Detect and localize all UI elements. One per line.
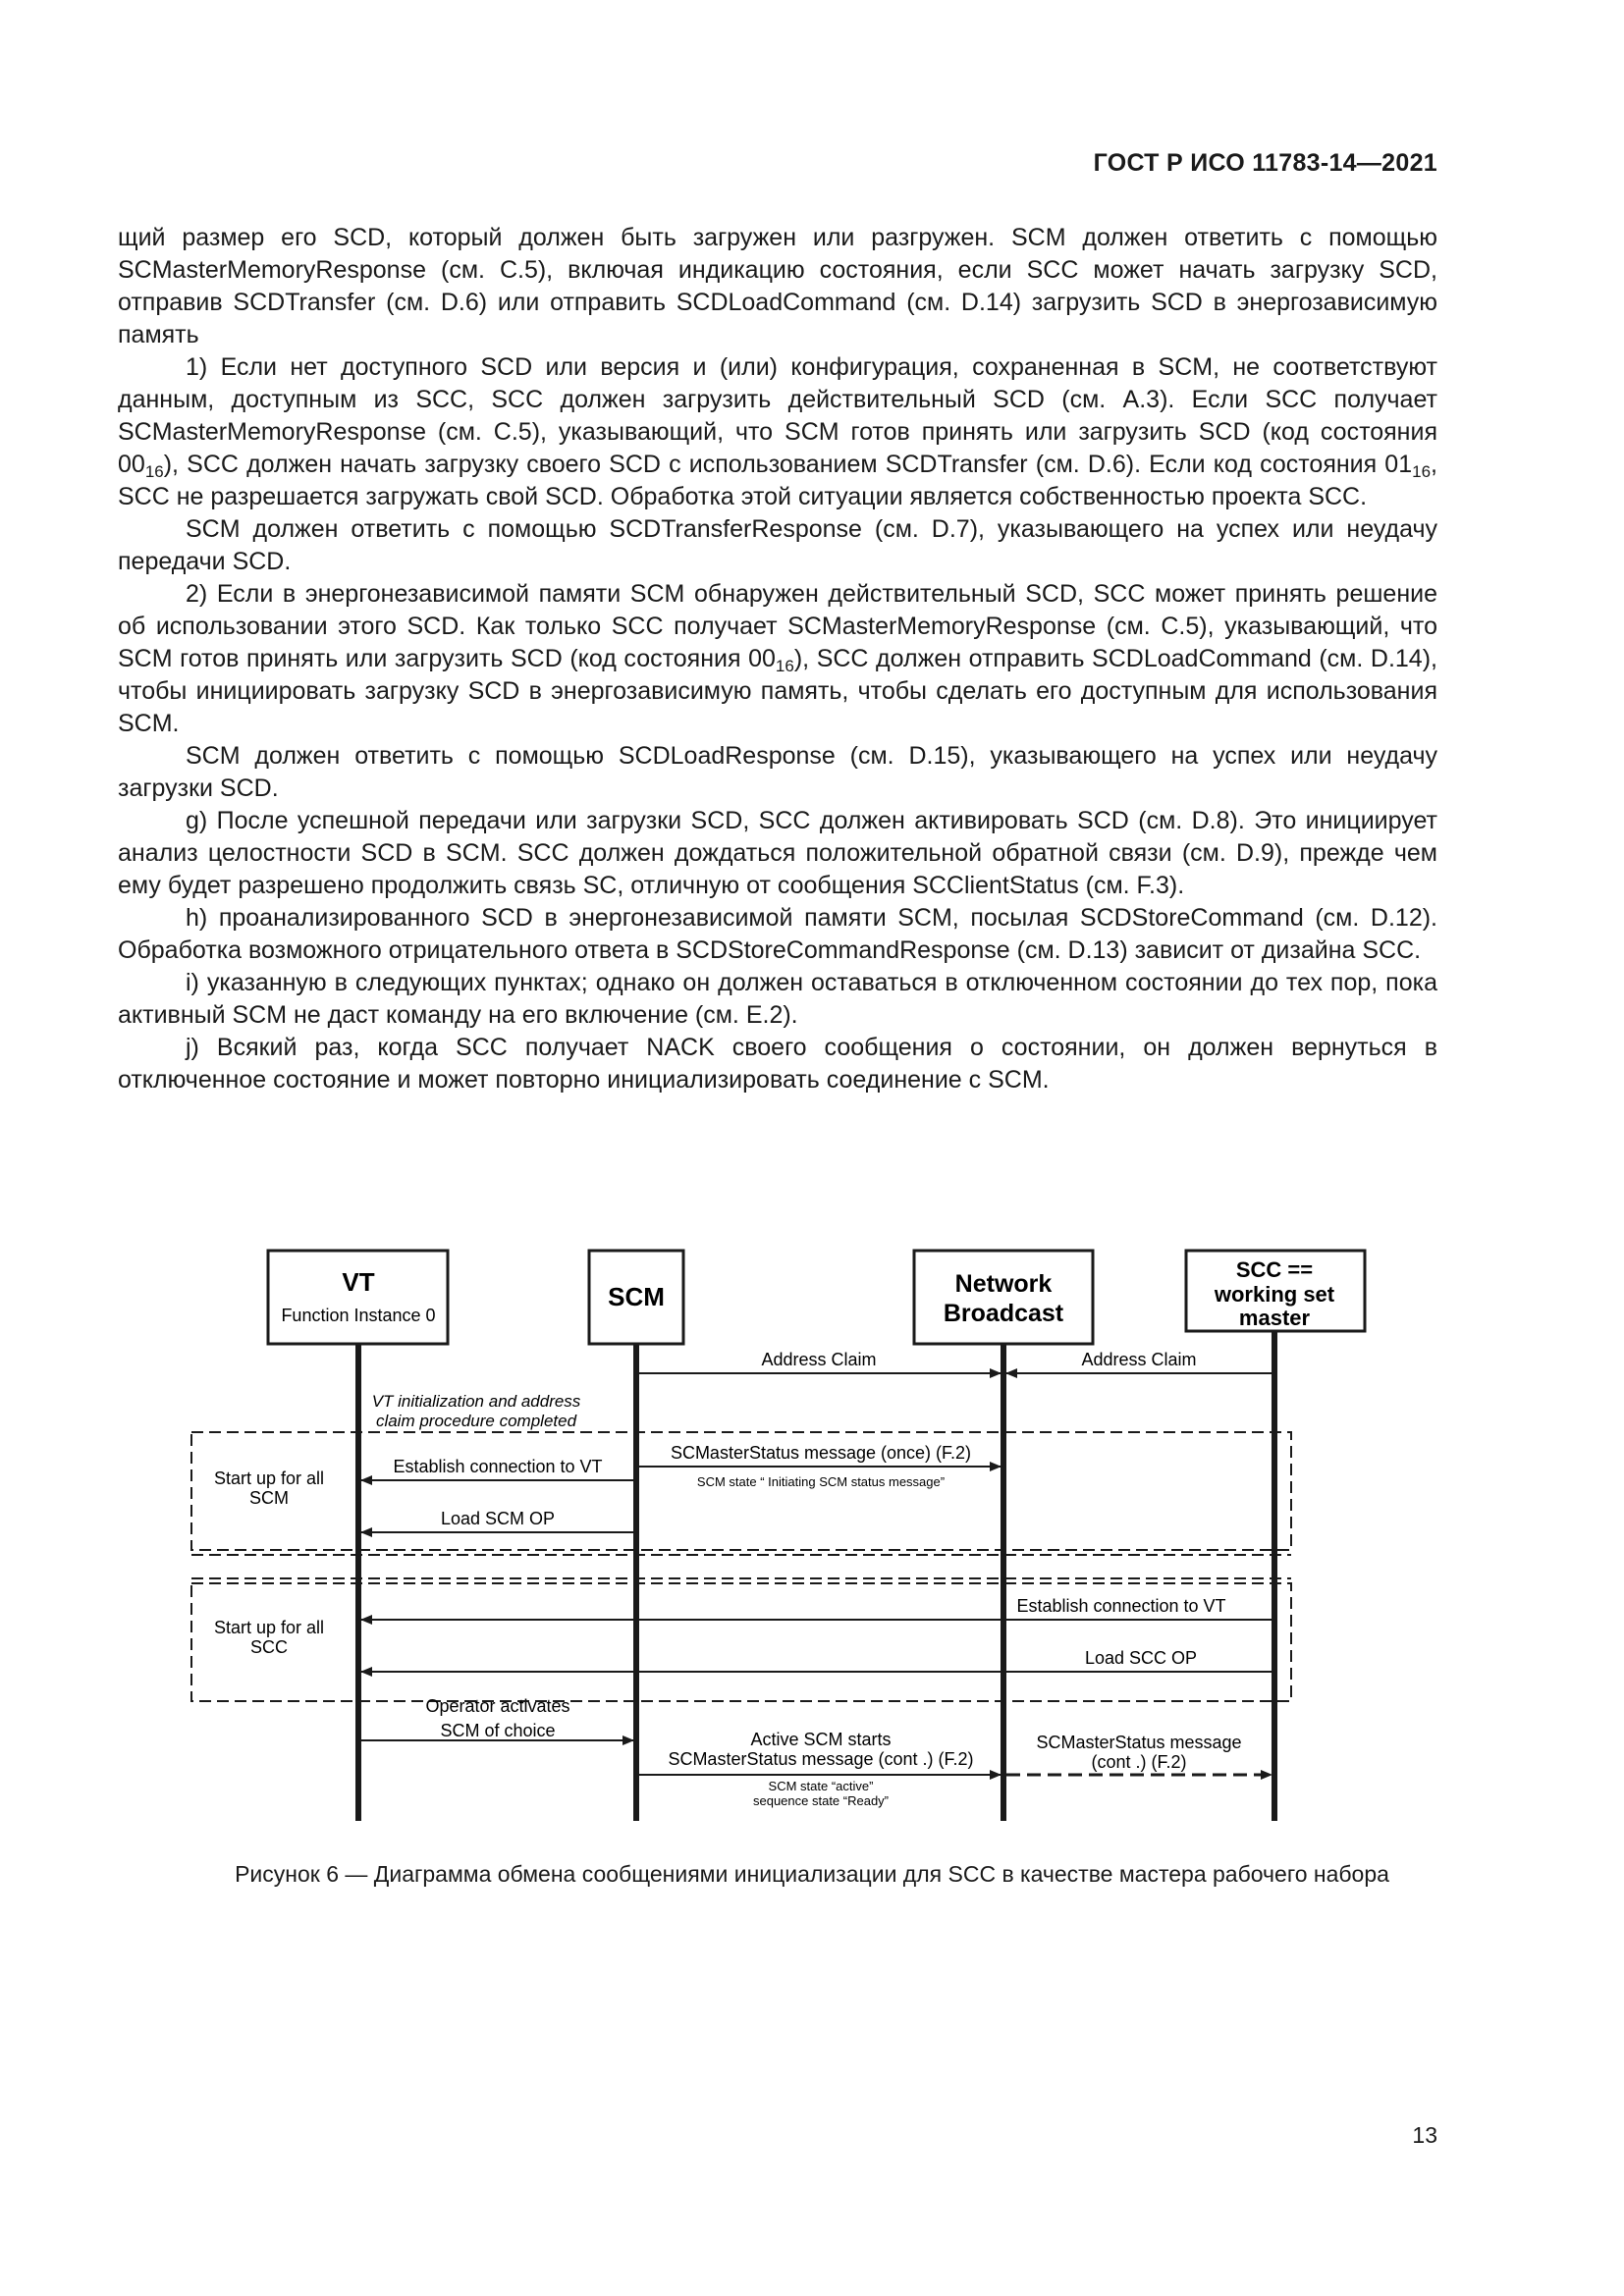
paragraph-item-j: j) Всякий раз, когда SCC получает NACK своего сообщения о состоянии, он должен вернуться в отключенное состояние и может повторно инициализировать соединение с SCM.: [118, 1034, 1437, 1094]
label-scm-status-once: SCMasterStatus message (once) (F.2): [670, 1443, 972, 1463]
page-number: 13: [1412, 2122, 1437, 2148]
participant-scm-label: SCM: [608, 1282, 665, 1311]
paragraph-transfer-response: SCM должен ответить с помощью SCDTransferResponse (см. D.7), указывающего на успех или неудачу передачи SCD.: [118, 515, 1437, 575]
frame-scm-label-line2: SCM: [249, 1488, 289, 1508]
label-active-line2: SCMasterStatus message (cont .) (F.2): [668, 1749, 974, 1769]
participant-scc-line1: SCC ==: [1235, 1257, 1314, 1282]
note-vt-init-line1: VT initialization and address: [371, 1392, 581, 1411]
figure-caption: Рисунок 6 — Диаграмма обмена сообщениями инициализации для SCC в качестве мастера рабочего набора: [235, 1861, 1389, 1887]
label-load-scc-op: Load SCC OP: [1084, 1648, 1198, 1668]
paragraph-item-2: 2) Если в энергонезависимой памяти SCM обнаружен действительный SCD, SCC может принять решение об использовании этого SCD. Как только SCC получает SCMasterMemoryResponse (см. С.5), указывающий, что SCM готов принять или загрузить SCD (код состояния $00_{16}$), SCC должен отправить SCDLoadCommand (см. D.14), чтобы инициировать загрузку SCD в энергозависимую память, чтобы сделать его доступным для использования SCM.: [118, 580, 1437, 737]
participant-scc-line3: master: [1238, 1306, 1311, 1330]
label-operator-line1: Operator activates: [425, 1696, 570, 1716]
label-address-claim-scm: Address Claim: [761, 1350, 877, 1369]
participant-scc-line2: working set: [1214, 1282, 1335, 1307]
paragraph-load-response: SCM должен ответить с помощью SCDLoadResponse (см. D.15), указывающего на успех или неудачу загрузки SCD.: [118, 742, 1437, 802]
participant-network-line2: Broadcast: [943, 1300, 1064, 1327]
label-active-line1: Active SCM starts: [750, 1730, 892, 1749]
paragraph-item-h: h) проанализированного SCD в энергонезависимой памяти SCM, посылая SCDStoreCommand (см. D.12). Обработка возможного отрицательного ответа в SCDStoreCommandResponse (см. D.13) зависит от дизайна SCC.: [118, 904, 1437, 964]
participant-vt-title: VT: [342, 1267, 375, 1297]
note-vt-init-line2: claim procedure completed: [375, 1412, 577, 1430]
participant-scm: [589, 1251, 683, 1344]
paragraph-item-i: i) указанную в следующих пунктах; однако он должен оставаться в отключенном состоянии до тех пор, пока активный SCM не даст команду на его включение (см. Е.2).: [118, 969, 1437, 1029]
label-establish-vt-scc: Establish connection to VT: [1016, 1596, 1226, 1616]
label-status-scc-line2: (cont .) (F.2): [1091, 1752, 1187, 1772]
frame-scc-label-line2: SCC: [249, 1637, 289, 1657]
label-state-active-line2: sequence state “Ready”: [752, 1793, 890, 1808]
label-establish-vt-scm: Establish connection to VT: [393, 1457, 603, 1476]
paragraph-item-1: 1) Если нет доступного SCD или версия и (или) конфигурация, сохраненная в SCM, не соответствуют данным, доступным из SCC, SCC должен загрузить действительный SCD (см. А.3). Если SCC получает SCMasterMemoryResponse (см. С.5), указывающий, что SCM готов принять или загрузить SCD (код состояния $00_{16}$), SCC должен начать загрузку своего SCD с использованием SCDTransfer (см. D.6). Если код состояния $01_{16}$, SCC не разрешается загружать свой SCD. Обработка этой ситуации является собственностью проекта SCC.: [118, 353, 1437, 510]
frame-scc-label-line1: Start up for all: [213, 1618, 325, 1637]
paragraph-item-g: g) После успешной передачи или загрузки SCD, SCC должен активировать SCD (см. D.8). Это инициирует анализ целостности SCD в SCM. SCC должен дождаться положительной обратной связи (см. D.9), прежде чем ему будет разрешено продолжить связь SC, отличную от сообщения SCClientStatus (см. F.3).: [118, 807, 1437, 899]
label-state-active-line1: SCM state “active”: [768, 1779, 874, 1793]
participant-scc: [1186, 1251, 1365, 1331]
participant-network-line1: Network: [954, 1270, 1053, 1298]
participant-vt-subtitle: Function Instance 0: [281, 1306, 436, 1325]
label-address-claim-scc: Address Claim: [1081, 1350, 1197, 1369]
document-code: ГОСТ Р ИСО 11783-14—2021: [1093, 149, 1437, 177]
label-load-scm-op: Load SCM OP: [440, 1509, 556, 1528]
frame-scm-label-line1: Start up for all: [213, 1468, 325, 1488]
participant-network-broadcast: [914, 1251, 1093, 1344]
label-status-scc-line1: SCMasterStatus message: [1036, 1733, 1242, 1752]
paragraph-continuation: щий размер его SCD, который должен быть загружен или разгружен. SCM должен ответить с помощью SCMasterMemoryResponse (см. С.5), включая индикацию состояния, если SCC может начать загрузку SCD, отправив SCDTransfer (см. D.6) или отправить SCDLoadCommand (см. D.14) загрузить SCD в энергозависимую память: [118, 224, 1437, 348]
label-operator-line2: SCM of choice: [440, 1721, 556, 1740]
label-scm-state-initiating: SCM state “ Initiating SCM status message”: [696, 1474, 946, 1489]
participant-vt: [268, 1251, 448, 1344]
